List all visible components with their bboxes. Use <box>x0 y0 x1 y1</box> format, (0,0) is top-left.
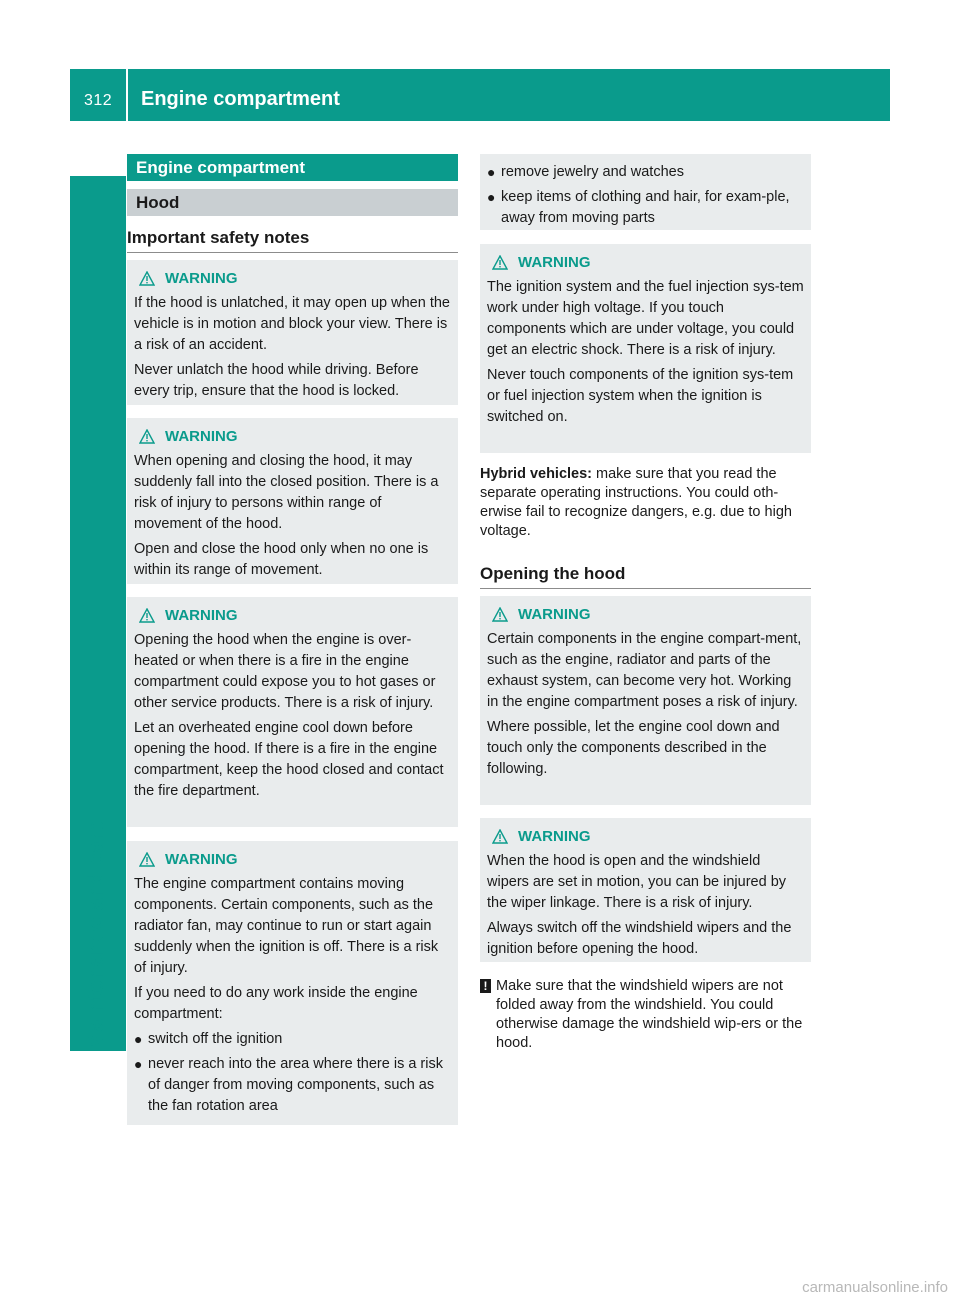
warning-box-hot-components <box>480 596 811 805</box>
warning-text: Certain components in the engine compart-ment, such as the engine, radiator and parts of the exhaust system, can become very hot. Working in the engine compartment poses a risk of injury. <box>487 631 802 710</box>
warning-text: Always switch off the windshield wipers and the ignition before opening the hood. <box>487 920 792 957</box>
warning-triangle-icon <box>139 429 155 444</box>
warning-triangle-icon <box>139 271 155 286</box>
warning-label: WARNING <box>165 607 238 624</box>
subsection-title: Hood <box>127 189 458 216</box>
warning-triangle-icon <box>139 608 155 623</box>
watermark: carmanualsonline.info <box>802 1279 948 1296</box>
warning-triangle-icon <box>492 255 508 270</box>
section-title: Engine compartment <box>127 154 458 181</box>
warning-text: The engine compartment contains moving components. Certain components, such as the radiator fan, may continue to run or start again suddenly when the ignition is off. There is a risk of injury. <box>134 876 439 976</box>
warning-label: WARNING <box>165 270 238 287</box>
warning-text: Opening the hood when the engine is over-heated or when there is a fire in the engine compartment could expose you to hot gases or other service products. There is a risk of injury. <box>134 632 436 711</box>
hybrid-note <box>480 465 811 541</box>
warning-triangle-icon <box>492 607 508 622</box>
warning-box-ignition <box>480 244 811 453</box>
safety-notes-heading: Important safety notes <box>127 228 458 253</box>
warning-triangle-icon <box>492 829 508 844</box>
warning-label: WARNING <box>518 254 591 271</box>
list-item: ● never reach into the area where there is a risk of danger from moving components, such as the fan rotation area <box>134 1054 451 1117</box>
page-number: 312 <box>84 92 113 109</box>
warning-header <box>134 426 451 447</box>
warning-box-closing <box>127 418 458 584</box>
warning-label: WARNING <box>165 428 238 445</box>
warning-box-unlatched <box>127 260 458 405</box>
warning-text: If you need to do any work inside the engine compartment: <box>134 985 418 1022</box>
warning-text: Open and close the hood only when no one is within its range of movement. <box>134 541 429 578</box>
warning-text: Never unlatch the hood while driving. Before every trip, ensure that the hood is locked. <box>134 362 419 399</box>
hybrid-label: Hybrid vehicles: <box>480 466 593 482</box>
warning-box-wipers <box>480 818 811 962</box>
hybrid-text: make sure that you read the separate operating instructions. You could oth-erwise fail to recognize dangers, e.g. due to high voltage. <box>480 466 792 539</box>
warning-header <box>487 252 804 273</box>
list-item: ● remove jewelry and watches <box>487 162 804 183</box>
warning-text: Never touch components of the ignition sys-tem or fuel injection system when the ignition is switched on. <box>487 367 794 425</box>
warning-box-moving-components <box>127 841 458 1125</box>
warning-text: The ignition system and the fuel injection sys-tem work under high voltage. If you touch components which are under voltage, you could get an electric shock. There is a risk of injury. <box>487 279 804 358</box>
header-divider <box>126 69 128 121</box>
warning-header <box>487 604 804 625</box>
opening-hood-heading: Opening the hood <box>480 564 811 589</box>
warning-text: If the hood is unlatched, it may open up when the vehicle is in motion and block your view. There is a risk of an accident. <box>134 295 450 353</box>
warning-text: When the hood is open and the windshield wipers are set in motion, you can be injured by the wiper linkage. There is a risk of injury. <box>487 853 787 911</box>
exclamation-icon: ! <box>480 979 491 993</box>
list-item: ● keep items of clothing and hair, for exam-ple, away from moving parts <box>487 187 804 229</box>
notice-text: Make sure that the windshield wipers are not folded away from the windshield. You could otherwise damage the windshield wip-ers or the hood. <box>496 978 803 1051</box>
bullet-icon: ● <box>134 1056 143 1072</box>
notice-wipers <box>480 977 811 1053</box>
warning-header <box>134 605 451 626</box>
warning-header <box>134 268 451 289</box>
warning-text: When opening and closing the hood, it may suddenly fall into the closed position. There is a risk of injury to persons within range of movement of the hood. <box>134 453 439 532</box>
list-item: ● switch off the ignition <box>134 1029 451 1050</box>
warning-box-overheated <box>127 597 458 827</box>
warning-text: Let an overheated engine cool down before opening the hood. If there is a fire in the engine compartment, keep the hood closed and contact the fire department. <box>134 720 444 799</box>
bullet-icon: ● <box>134 1031 143 1047</box>
warning-box-continued <box>480 154 811 230</box>
warning-label: WARNING <box>518 828 591 845</box>
bullet-icon: ● <box>487 189 496 205</box>
page-title: Engine compartment <box>141 88 340 110</box>
warning-header <box>487 826 804 847</box>
warning-triangle-icon <box>139 852 155 867</box>
bullet-icon: ● <box>487 164 496 180</box>
side-tab-label: Maintenance and care <box>83 820 108 1050</box>
warning-text: Where possible, let the engine cool down and touch only the components described in the following. <box>487 719 780 777</box>
warning-label: WARNING <box>165 851 238 868</box>
warning-header <box>134 849 451 870</box>
warning-label: WARNING <box>518 606 591 623</box>
